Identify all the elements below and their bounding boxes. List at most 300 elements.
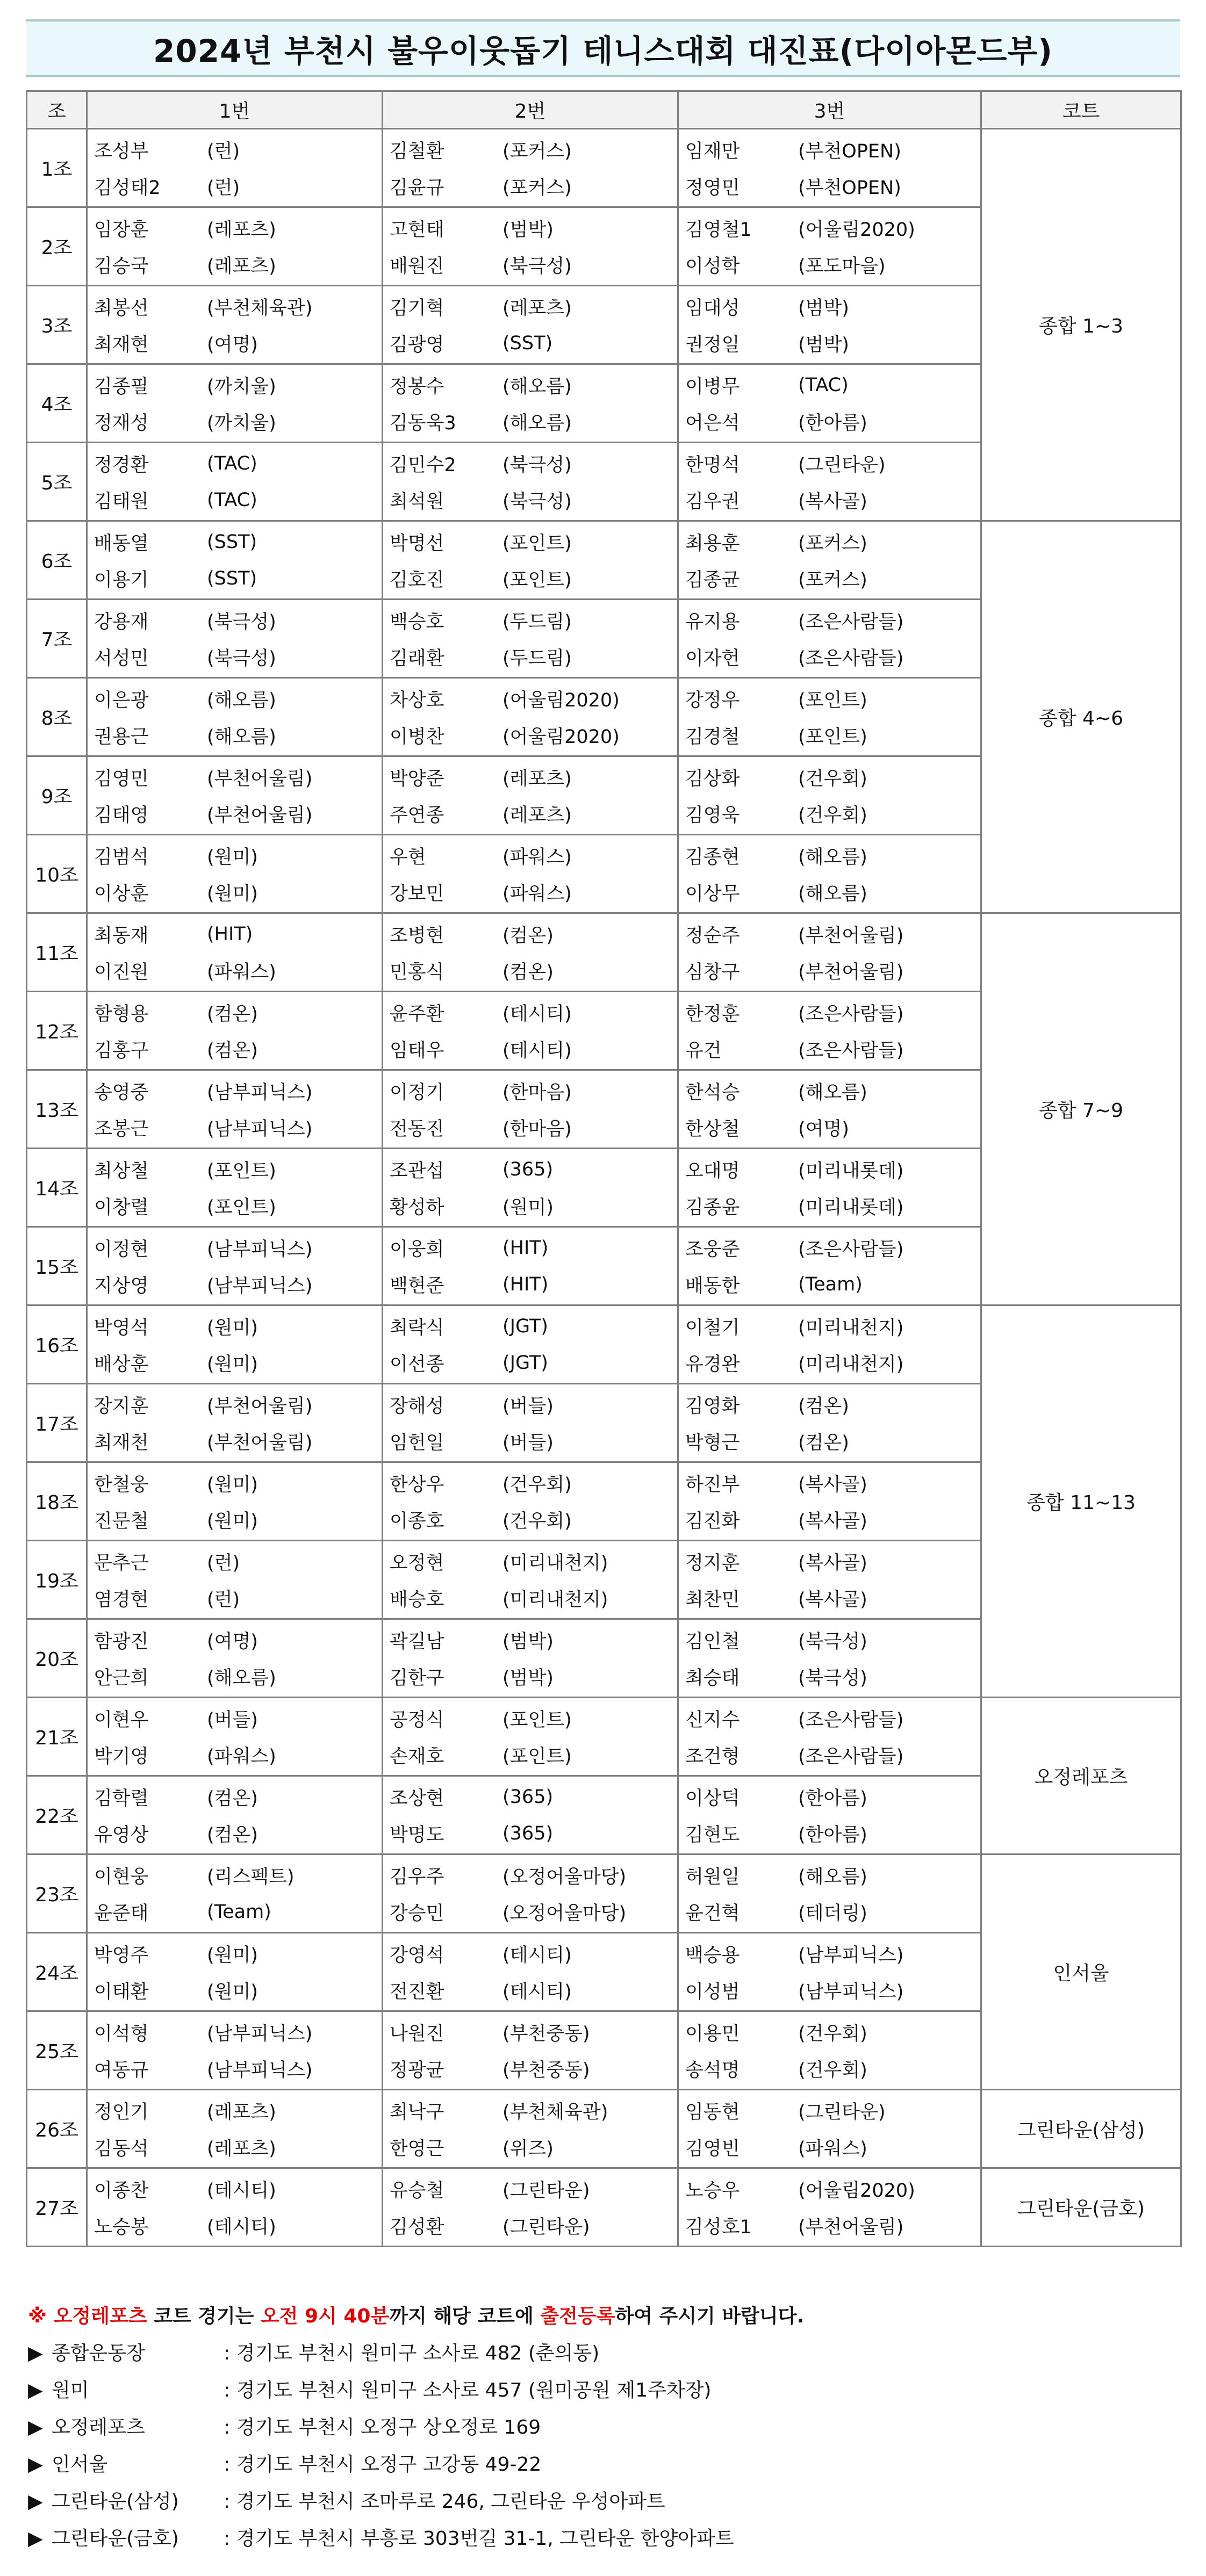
team-cell (678, 1619, 981, 1698)
player-entry (679, 1230, 980, 1266)
player-entry (88, 1658, 382, 1695)
player-name: 강보민 (390, 883, 444, 905)
player-club: (복사골) (798, 1552, 867, 1574)
player-club: (파워스) (207, 1745, 276, 1767)
player-name: 조상현 (390, 1787, 444, 1809)
player-entry (679, 1423, 980, 1460)
player-entry (679, 1972, 980, 2009)
player-name: 이진원 (94, 961, 149, 983)
player-club: (테더링) (798, 1902, 867, 1924)
player-name: 염경현 (94, 1589, 149, 1611)
team-cell (678, 443, 981, 521)
player-club: (어울림2020) (798, 2180, 915, 2202)
notice-time: 오전 9시 40분 (260, 2305, 390, 2327)
player-name: 오정현 (390, 1552, 444, 1574)
group-label: 25조 (27, 2011, 87, 2090)
player-name: 공정식 (390, 1709, 444, 1731)
player-name: 김성환 (390, 2216, 444, 2238)
player-name: 김영욱 (685, 804, 740, 826)
player-entry (88, 2092, 382, 2129)
player-club: (한아름) (798, 412, 867, 434)
player-name: 김기혁 (390, 297, 444, 319)
player-name: 김동욱3 (390, 412, 456, 434)
player-name: 유지용 (685, 611, 740, 633)
player-name: 한명석 (685, 454, 740, 476)
player-name: 장지훈 (94, 1395, 149, 1417)
player-name: 함광진 (94, 1630, 149, 1653)
player-entry (679, 759, 980, 796)
player-name: 김현도 (685, 1824, 740, 1846)
player-club: (범박) (503, 1630, 554, 1653)
team-cell (87, 286, 383, 364)
player-entry (88, 560, 382, 597)
notice-line (28, 2298, 1178, 2335)
team-cell (383, 2168, 678, 2247)
player-name: 이철기 (685, 1317, 740, 1339)
player-entry (383, 1188, 677, 1224)
group-label: 3조 (27, 286, 87, 364)
player-name: 김태원 (94, 490, 149, 513)
player-entry (88, 524, 382, 560)
player-entry (88, 1580, 382, 1617)
player-entry (679, 132, 980, 168)
player-club: (원미) (207, 1474, 258, 1496)
player-club: (부천중동) (503, 2059, 590, 2081)
player-name: 손재호 (390, 1745, 444, 1767)
group-label: 2조 (27, 207, 87, 286)
player-name: 김진화 (685, 1510, 740, 1532)
player-club: (레포츠) (503, 804, 572, 826)
player-name: 박형근 (685, 1432, 740, 1454)
player-club: (원미) (207, 1944, 258, 1966)
player-club: (포도마을) (798, 255, 886, 277)
player-club: (어울림2020) (798, 219, 915, 241)
group-label: 11조 (27, 913, 87, 992)
player-name: 임동현 (685, 2101, 740, 2123)
player-entry (88, 403, 382, 440)
group-label: 13조 (27, 1070, 87, 1149)
player-club: (해오름) (798, 883, 867, 905)
team-cell (678, 913, 981, 992)
team-cell (87, 2168, 383, 2247)
player-entry (383, 2014, 677, 2051)
player-name: 이창렬 (94, 1196, 149, 1218)
player-entry (679, 717, 980, 754)
player-club: (건우회) (503, 1474, 572, 1496)
player-name: 임대성 (685, 297, 740, 319)
bullet-triangle-icon: ▶ (28, 2379, 43, 2401)
player-club: (컴온) (503, 961, 554, 983)
player-entry (383, 1815, 677, 1852)
player-entry (383, 2051, 677, 2087)
group-label: 19조 (27, 1541, 87, 1619)
player-entry (383, 602, 677, 639)
court-cell: 종합 1~3 (981, 129, 1181, 521)
player-name: 백승호 (390, 611, 444, 633)
team-cell (383, 835, 678, 913)
player-entry (383, 953, 677, 989)
player-club: (레포츠) (207, 2138, 276, 2160)
player-entry (383, 1857, 677, 1894)
player-name: 임태우 (390, 1040, 444, 1062)
player-entry (88, 132, 382, 168)
group-label: 7조 (27, 600, 87, 678)
player-entry (679, 1502, 980, 1538)
team-cell (383, 992, 678, 1070)
player-name: 문추근 (94, 1552, 149, 1574)
player-entry (88, 1857, 382, 1894)
player-name: 배원진 (390, 255, 444, 277)
player-name: 노승봉 (94, 2216, 149, 2238)
player-name: 황성하 (390, 1196, 444, 1218)
player-name: 배상훈 (94, 1353, 149, 1375)
player-club: (원미) (207, 1317, 258, 1339)
player-entry (383, 1423, 677, 1460)
player-name: 노승우 (685, 2180, 740, 2202)
player-name: 정영민 (685, 177, 740, 199)
player-entry (383, 1580, 677, 1617)
player-name: 최재현 (94, 334, 149, 356)
player-name: 권정일 (685, 334, 740, 356)
team-cell (87, 756, 383, 835)
player-club: (미리내롯데) (798, 1196, 904, 1218)
bullet-triangle-icon: ▶ (28, 2528, 43, 2550)
team-cell (678, 1855, 981, 1933)
player-name: 윤준태 (94, 1902, 149, 1924)
player-name: 조성부 (94, 140, 149, 162)
team-cell (87, 1070, 383, 1149)
player-entry (679, 1266, 980, 1303)
player-club: (미리내천지) (503, 1589, 608, 1611)
player-name: 이석형 (94, 2023, 149, 2045)
player-club: (두드림) (503, 611, 572, 633)
player-entry (88, 1151, 382, 1188)
player-name: 서성민 (94, 647, 149, 669)
player-entry (383, 796, 677, 832)
player-entry (679, 367, 980, 403)
player-name: 김종윤 (685, 1196, 740, 1218)
player-club: (그린타운) (798, 454, 886, 476)
player-club: (남부피닉스) (207, 1238, 313, 1260)
player-name: 이상훈 (94, 883, 149, 905)
player-entry (383, 403, 677, 440)
player-name: 김홍구 (94, 1040, 149, 1062)
player-entry (679, 1345, 980, 1381)
player-club: (원미) (207, 846, 258, 868)
player-club: (북극성) (207, 611, 276, 633)
player-name: 허원일 (685, 1866, 740, 1888)
player-name: 김우권 (685, 490, 740, 513)
player-name: 이성범 (685, 1981, 740, 2003)
player-club: (SST) (503, 332, 553, 354)
team-cell (678, 600, 981, 678)
team-cell (383, 443, 678, 521)
player-name: 윤건혁 (685, 1902, 740, 1924)
player-name: 이정현 (94, 1238, 149, 1260)
team-cell (383, 129, 678, 207)
team-cell (383, 2011, 678, 2090)
player-entry (88, 2171, 382, 2207)
player-entry (679, 524, 980, 560)
team-cell (87, 1149, 383, 1227)
player-entry (383, 681, 677, 717)
team-cell (678, 1541, 981, 1619)
team-cell (87, 2011, 383, 2090)
team-cell (87, 992, 383, 1070)
team-cell (383, 913, 678, 992)
player-entry (383, 524, 677, 560)
player-club: (포인트) (798, 726, 867, 748)
player-entry (383, 1230, 677, 1266)
team-cell (383, 1698, 678, 1776)
team-cell (678, 2168, 981, 2247)
player-entry (383, 1109, 677, 1146)
player-name: 함형용 (94, 1003, 149, 1025)
player-club: (해오름) (207, 689, 276, 711)
player-club: (남부피닉스) (207, 1118, 313, 1140)
group-row (27, 1305, 1181, 1384)
team-cell (678, 521, 981, 600)
player-entry (679, 1622, 980, 1658)
player-entry (383, 1387, 677, 1423)
notice-text-3: 하여 주시기 바랍니다. (615, 2305, 805, 2327)
group-row (27, 1698, 1181, 1776)
player-club: (포커스) (503, 140, 572, 162)
player-entry (88, 1779, 382, 1815)
player-club: (런) (207, 1552, 240, 1574)
player-entry (88, 1502, 382, 1538)
player-club: (오정어울마당) (503, 1902, 627, 1924)
header-group: 조 (27, 91, 87, 129)
player-entry (679, 2092, 980, 2129)
group-label: 12조 (27, 992, 87, 1070)
bracket-body (27, 129, 1181, 2247)
team-cell (87, 2090, 383, 2168)
player-name: 주연종 (390, 804, 444, 826)
player-club: (북극성) (503, 454, 572, 476)
player-club: (Team) (207, 1901, 271, 1923)
team-cell (87, 1384, 383, 1462)
player-name: 이병무 (685, 376, 740, 398)
group-label: 27조 (27, 2168, 87, 2247)
player-entry (383, 1502, 677, 1538)
player-club: (부천어울림) (207, 1432, 313, 1454)
notice-register: 출전등록 (540, 2305, 615, 2327)
team-cell (87, 600, 383, 678)
player-entry (88, 1230, 382, 1266)
team-cell (678, 678, 981, 756)
group-label: 26조 (27, 2090, 87, 2168)
player-club: (원미) (207, 1981, 258, 2003)
notice-court: 오정레포츠 (53, 2305, 147, 2327)
player-entry (88, 2051, 382, 2087)
player-entry (679, 210, 980, 247)
team-cell (383, 678, 678, 756)
player-club: (오정어울마당) (503, 1866, 627, 1888)
player-name: 백승용 (685, 1944, 740, 1966)
team-cell (87, 1619, 383, 1698)
header-col3: 3번 (678, 91, 981, 129)
group-label: 1조 (27, 129, 87, 207)
player-name: 전동진 (390, 1118, 444, 1140)
group-label: 24조 (27, 1933, 87, 2011)
player-name: 김종현 (685, 846, 740, 868)
player-name: 유건 (685, 1040, 722, 1062)
title-banner (26, 19, 1180, 77)
player-club: (컴온) (207, 1787, 258, 1809)
player-club: (포인트) (207, 1160, 276, 1182)
header-col2: 2번 (383, 91, 678, 129)
player-club: (여명) (207, 1630, 258, 1653)
player-club: (건우회) (798, 2023, 867, 2045)
player-entry (88, 1188, 382, 1224)
player-name: 최용훈 (685, 532, 740, 554)
player-name: 이상덕 (685, 1787, 740, 1809)
player-entry (679, 2014, 980, 2051)
player-club: (해오름) (503, 376, 572, 398)
group-label: 9조 (27, 756, 87, 835)
location-address: : 경기도 부천시 부흥로 303번길 31-1, 그린타운 한양아파트 (224, 2528, 734, 2550)
player-entry (88, 916, 382, 953)
player-club: (파워스) (503, 846, 572, 868)
player-entry (88, 1815, 382, 1852)
player-entry (88, 796, 382, 832)
team-cell (87, 835, 383, 913)
player-club: (건우회) (798, 768, 867, 790)
player-club: (남부피닉스) (798, 1981, 904, 2003)
player-name: 심창구 (685, 961, 740, 983)
player-name: 한상우 (390, 1474, 444, 1496)
player-name: 이성학 (685, 255, 740, 277)
player-name: 강용재 (94, 611, 149, 633)
player-entry (679, 168, 980, 205)
player-club: (포인트) (503, 569, 572, 591)
bullet-triangle-icon: ▶ (28, 2491, 43, 2513)
player-name: 민홍식 (390, 961, 444, 983)
player-club: (남부피닉스) (207, 2023, 313, 2045)
player-club: (남부피닉스) (207, 1275, 313, 1297)
player-club: (테시티) (207, 2180, 276, 2202)
player-name: 유경완 (685, 1353, 740, 1375)
player-club: (테시티) (207, 2216, 276, 2238)
player-club: (남부피닉스) (798, 1944, 904, 1966)
player-name: 박기영 (94, 1745, 149, 1767)
player-name: 김래환 (390, 647, 444, 669)
player-entry (88, 1109, 382, 1146)
player-name: 여동규 (94, 2059, 149, 2081)
player-name: 이종찬 (94, 2180, 149, 2202)
player-entry (679, 1700, 980, 1737)
header-col1: 1번 (87, 91, 383, 129)
player-club: (해오름) (798, 1866, 867, 1888)
player-entry (383, 1073, 677, 1109)
player-name: 한철웅 (94, 1474, 149, 1496)
team-cell (87, 1698, 383, 1776)
player-name: 신지수 (685, 1709, 740, 1731)
player-name: 김경철 (685, 726, 740, 748)
player-entry (383, 560, 677, 597)
location-name: 인서울 (52, 2454, 108, 2476)
team-cell (87, 913, 383, 992)
player-name: 최동재 (94, 925, 149, 947)
player-club: (한마음) (503, 1081, 572, 1103)
player-club: (복사골) (798, 1589, 867, 1611)
player-name: 정인기 (94, 2101, 149, 2123)
player-club: (포인트) (503, 1745, 572, 1767)
player-entry (88, 1073, 382, 1109)
player-entry (679, 916, 980, 953)
player-entry (679, 1073, 980, 1109)
player-name: 한상철 (685, 1118, 740, 1140)
player-name: 김영철1 (685, 219, 752, 241)
player-entry (383, 1151, 677, 1188)
player-name: 송석명 (685, 2059, 740, 2081)
location-name: 오정레포츠 (52, 2416, 145, 2438)
player-entry (679, 838, 980, 874)
location-item (28, 2335, 1178, 2372)
player-entry (383, 1936, 677, 1972)
player-name: 김학렬 (94, 1787, 149, 1809)
location-name: 종합운동장 (52, 2342, 145, 2364)
location-list (28, 2335, 1178, 2557)
group-label: 18조 (27, 1462, 87, 1541)
player-name: 이자헌 (685, 647, 740, 669)
player-entry (383, 2171, 677, 2207)
notice-mark: ※ (28, 2305, 54, 2327)
player-name: 강영석 (390, 1944, 444, 1966)
player-club: (건우회) (798, 804, 867, 826)
group-label: 17조 (27, 1384, 87, 1462)
player-club: (컴온) (207, 1040, 258, 1062)
player-club: (한아름) (798, 1824, 867, 1846)
player-club: (버들) (503, 1432, 554, 1454)
player-club: (365) (503, 1786, 554, 1808)
player-name: 김호진 (390, 569, 444, 591)
player-name: 유영상 (94, 1824, 149, 1846)
team-cell (383, 1933, 678, 2011)
player-entry (679, 445, 980, 482)
player-club: (북극성) (207, 647, 276, 669)
player-club: (Team) (798, 1273, 863, 1295)
player-club: (레포츠) (503, 297, 572, 319)
team-cell (678, 1776, 981, 1855)
player-club: (부천OPEN) (798, 140, 901, 162)
player-club: (어울림2020) (503, 689, 620, 711)
team-cell (383, 1384, 678, 1462)
player-entry (679, 602, 980, 639)
player-entry (383, 132, 677, 168)
player-entry (679, 2129, 980, 2166)
player-entry (679, 288, 980, 325)
player-entry (679, 1815, 980, 1852)
player-entry (383, 1658, 677, 1695)
group-label: 21조 (27, 1698, 87, 1776)
team-cell (87, 364, 383, 443)
player-entry (88, 1936, 382, 1972)
player-name: 차상호 (390, 689, 444, 711)
location-name: 그린타운(금호) (52, 2528, 179, 2550)
player-name: 김승국 (94, 255, 149, 277)
player-name: 박영석 (94, 1317, 149, 1339)
player-club: (미리내천지) (798, 1317, 904, 1339)
player-entry (383, 838, 677, 874)
player-entry (383, 639, 677, 675)
player-name: 정봉수 (390, 376, 444, 398)
player-entry (383, 1543, 677, 1580)
player-entry (88, 1622, 382, 1658)
player-entry (383, 717, 677, 754)
player-name: 김인철 (685, 1630, 740, 1653)
